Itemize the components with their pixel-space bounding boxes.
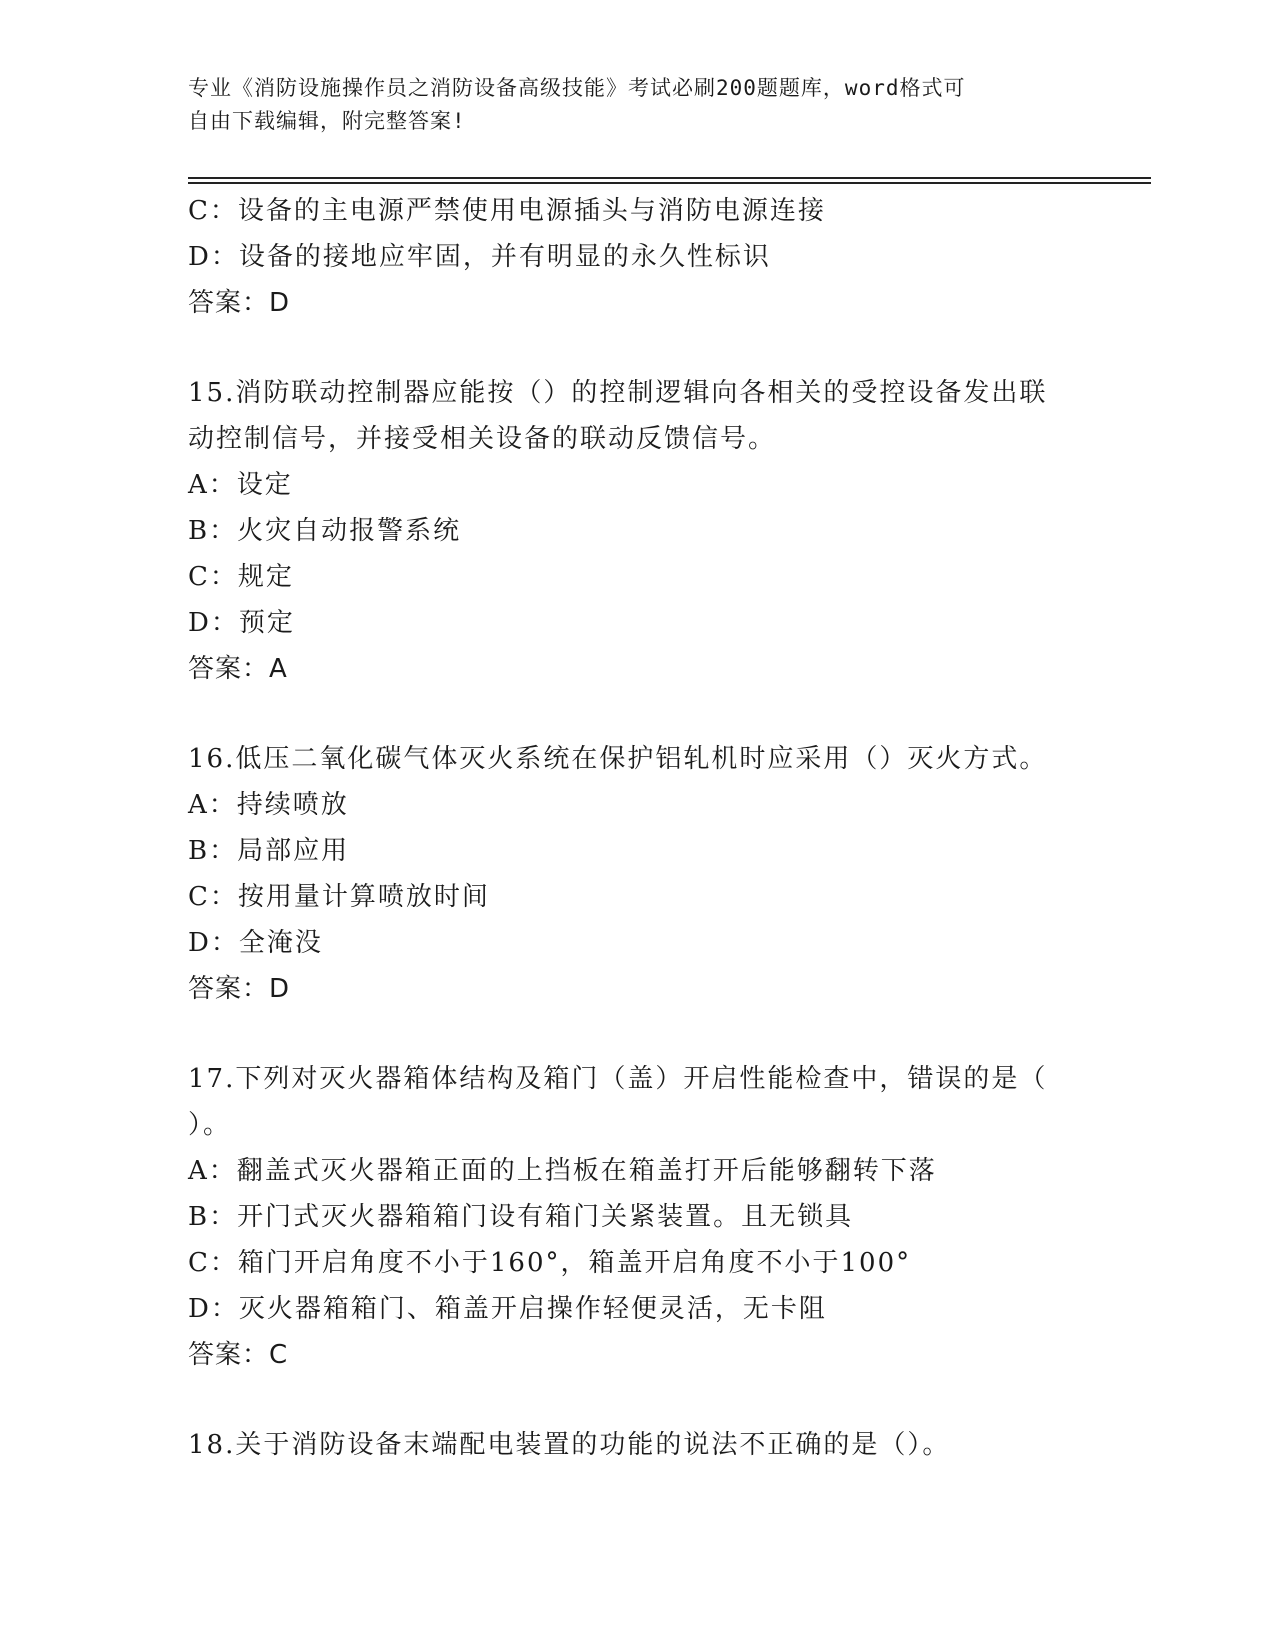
question-block-18 xyxy=(188,1422,1088,1468)
question-text-line: 18.关于消防设备末端配电装置的功能的说法不正确的是（）。 xyxy=(188,1430,951,1460)
answer-label: 答案：A xyxy=(188,654,288,684)
option-c: C：规定 xyxy=(188,562,294,592)
option-b: B：开门式灭火器箱箱门设有箱门关紧装置。且无锁具 xyxy=(188,1202,854,1232)
option-c: C：设备的主电源严禁使用电源插头与消防电源连接 xyxy=(188,196,826,226)
question-list xyxy=(188,188,1088,1468)
option-a: A：设定 xyxy=(188,470,293,500)
header-divider-bottom xyxy=(188,182,1151,184)
option-c: C：箱门开启角度不小于160°，箱盖开启角度不小于100° xyxy=(188,1248,912,1278)
document-header xyxy=(188,72,1068,138)
question-block-16 xyxy=(188,736,1088,1012)
answer-label: 答案：D xyxy=(188,288,291,318)
question-text-line: 动控制信号，并接受相关设备的联动反馈信号。 xyxy=(188,424,777,454)
option-b: B：火灾自动报警系统 xyxy=(188,516,462,546)
answer-label: 答案：D xyxy=(188,974,291,1004)
question-text-line: 16.低压二氧化碳气体灭火系统在保护铝轧机时应采用（）灭火方式。 xyxy=(188,744,1048,774)
header-line-1: 专业《消防设施操作员之消防设备高级技能》考试必刷200题题库，word格式可 xyxy=(188,76,966,100)
header-line-2: 自由下载编辑，附完整答案! xyxy=(188,109,466,133)
header-divider-top xyxy=(188,177,1151,179)
answer-label: 答案：C xyxy=(188,1340,289,1370)
option-d: D：预定 xyxy=(188,608,295,638)
option-c: C：按用量计算喷放时间 xyxy=(188,882,490,912)
option-d: D：设备的接地应牢固，并有明显的永久性标识 xyxy=(188,242,771,272)
question-text-line: 17.下列对灭火器箱体结构及箱门（盖）开启性能检查中，错误的是（ xyxy=(188,1064,1048,1094)
question-block-17 xyxy=(188,1056,1088,1378)
question-text-line: ）。 xyxy=(188,1110,232,1140)
option-a: A：持续喷放 xyxy=(188,790,349,820)
option-d: D：全淹没 xyxy=(188,928,323,958)
option-a: A：翻盖式灭火器箱正面的上挡板在箱盖打开后能够翻转下落 xyxy=(188,1156,937,1186)
option-b: B：局部应用 xyxy=(188,836,350,866)
option-d: D：灭火器箱箱门、箱盖开启操作轻便灵活，无卡阻 xyxy=(188,1294,827,1324)
question-text-line: 15.消防联动控制器应能按（）的控制逻辑向各相关的受控设备发出联 xyxy=(188,378,1048,408)
question-block-14 xyxy=(188,188,1088,326)
question-block-15 xyxy=(188,370,1088,692)
